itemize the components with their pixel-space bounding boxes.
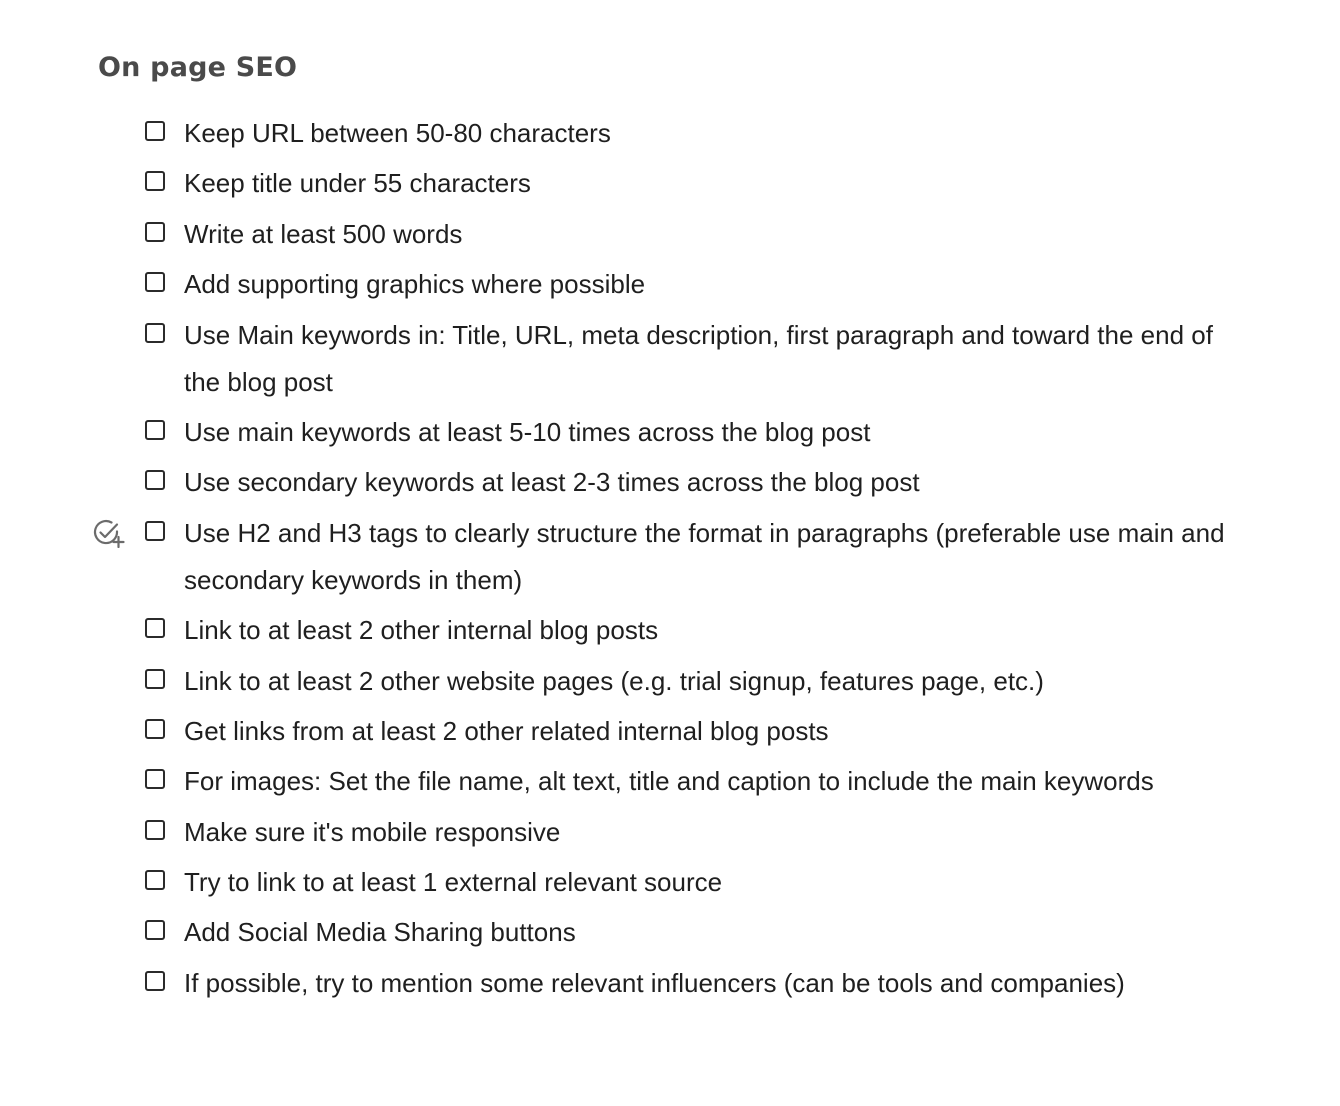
checkbox[interactable] [145, 222, 165, 242]
checkbox[interactable] [145, 618, 165, 638]
checklist-item [0, 211, 1340, 258]
checklist-item [0, 960, 1340, 1007]
checklist-item-label[interactable]: Link to at least 2 other internal blog posts [184, 615, 659, 646]
checklist-item [0, 312, 1340, 406]
checklist-item [0, 708, 1340, 755]
checklist-item [0, 607, 1340, 654]
checklist-item-label[interactable]: Use Main keywords in: Title, URL, meta description, first paragraph and toward the end of the blog post [184, 319, 1213, 397]
checklist-item-label[interactable]: Add Social Media Sharing buttons [184, 917, 576, 948]
checklist-item-label[interactable]: Use H2 and H3 tags to clearly structure the format in paragraphs (preferable use main and secondary keywords in them) [184, 517, 1225, 595]
checkbox[interactable] [145, 470, 165, 490]
checklist-item-label[interactable]: Write at least 500 words [184, 218, 463, 249]
checkbox[interactable] [145, 820, 165, 840]
checkbox[interactable] [145, 420, 165, 440]
checkbox[interactable] [145, 323, 165, 343]
checklist-item [0, 261, 1340, 308]
section-title: On page SEO [98, 52, 298, 83]
checkbox[interactable] [145, 121, 165, 141]
checklist-item-label[interactable]: Make sure it's mobile responsive [184, 816, 561, 847]
checklist-item [0, 409, 1340, 456]
check-circle-plus-icon[interactable] [93, 518, 125, 548]
checklist-item-label[interactable]: Use secondary keywords at least 2-3 times across the blog post [184, 467, 920, 498]
checkbox[interactable] [145, 171, 165, 191]
checklist-item [0, 859, 1340, 906]
checklist-item-label[interactable]: For images: Set the file name, alt text, title and caption to include the main keywords [184, 766, 1154, 797]
checkbox[interactable] [145, 669, 165, 689]
checkbox[interactable] [145, 769, 165, 789]
checklist-item-label[interactable]: Get links from at least 2 other related internal blog posts [184, 715, 829, 746]
checklist-item [0, 110, 1340, 157]
checklist-item-label[interactable]: Keep title under 55 characters [184, 168, 531, 199]
checklist-item-label[interactable]: Use main keywords at least 5-10 times across the blog post [184, 416, 871, 447]
checkbox[interactable] [145, 971, 165, 991]
checklist [0, 110, 1340, 1010]
checklist-item [0, 758, 1340, 805]
checklist-item [0, 160, 1340, 207]
checkbox[interactable] [145, 719, 165, 739]
checklist-item [0, 510, 1340, 604]
checklist-item-label[interactable]: Add supporting graphics where possible [184, 269, 646, 300]
checkbox[interactable] [145, 920, 165, 940]
checklist-item-label[interactable]: Link to at least 2 other website pages (e.g. trial signup, features page, etc.) [184, 665, 1044, 696]
checklist-item [0, 459, 1340, 506]
checkbox[interactable] [145, 870, 165, 890]
checklist-item-label[interactable]: Keep URL between 50-80 characters [184, 118, 611, 148]
checklist-item [0, 658, 1340, 705]
checklist-item-label[interactable]: Try to link to at least 1 external relevant source [184, 867, 723, 898]
checklist-item [0, 909, 1340, 956]
checkbox[interactable] [145, 521, 165, 541]
checkbox[interactable] [145, 272, 165, 292]
checklist-item [0, 809, 1340, 856]
checklist-item-label[interactable]: If possible, try to mention some relevant influencers (can be tools and companies) [184, 967, 1125, 998]
